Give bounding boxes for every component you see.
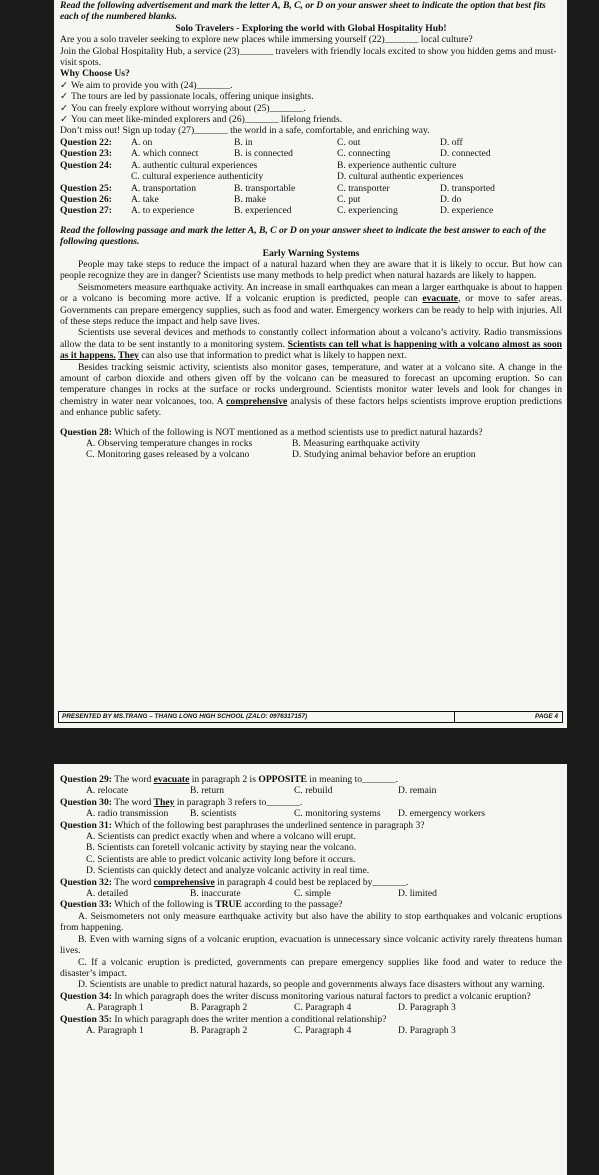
option-d[interactable]: D. Paragraph 3 [398,1002,456,1014]
question-25 [60,183,562,194]
option-b[interactable]: B. experienced [234,205,292,217]
underlined-word-comprehensive: comprehensive [226,395,288,407]
option-c[interactable]: C. transporter [337,182,390,194]
option-a[interactable]: A. on [131,136,153,148]
ad-paragraph-line1: Are you a solo traveler seeking to explore new places while immersing yourself (22)_______ local culture? [60,34,473,46]
option-d[interactable]: D. experience [440,205,494,217]
option-b[interactable]: B. make [234,193,266,205]
option-b[interactable]: B. scientists [190,808,237,820]
option-d[interactable]: D. limited [398,888,437,900]
question-33: Question 33: Which of the following is TRUE according to the passage? [60,899,343,911]
option-b[interactable]: B. inaccurate [190,888,241,900]
option-a[interactable]: A. take [131,193,159,205]
option-c[interactable]: C. cultural experience authenticity [131,171,264,183]
question-30: Question 30: The word They in paragraph 3 refers to_______. [60,796,303,808]
question-32-options [60,888,562,899]
question-30-options [60,808,562,819]
question-label: Question 23: [60,148,112,160]
option-b[interactable]: B. experience authentic culture [337,159,457,171]
option-d[interactable]: D. remain [398,785,437,797]
instructions-advertisement: Read the following advertisement and mark the letter A, B, C, or D on your answer sheet to indicate the option that best fits each of the numbered blanks. [60,0,546,23]
option-d[interactable]: D. Scientists can quickly detect and analyze volcanic activity in real time. [86,865,370,877]
option-a[interactable]: A. Paragraph 1 [86,1002,144,1014]
option-d[interactable]: D. off [440,136,463,148]
checkmark-icon: ✓ [60,102,69,114]
call-to-action: Don’t miss out! Sign up today (27)_______ the world in a safe, comfortable, and enriching way. [60,125,430,137]
option-d[interactable]: D. emergency workers [398,808,485,820]
option-c[interactable]: C. Paragraph 4 [294,1024,352,1036]
option-b[interactable]: B. Paragraph 2 [190,1002,248,1014]
option-b[interactable]: B. transportable [234,182,296,194]
passage-paragraph-2: Seismometers measure earthquake activity. An increase in small earthquakes can mean a larger earthquake is about to happen or a volcano is becoming more active. If a volcanic eruption is predicted, people can evacuate, or move to safer areas. Governments can prepare emergency supplies, such as food and water. Emergency workers can be ready to help with injuries. All of these steps reduce the impact and help save lives. [60,281,562,327]
question-35-options [60,1025,562,1036]
underlined-sentence: Scientists can tell what is happening with a volcano almost as soon as it happens. [60,338,562,362]
option-b[interactable]: B. Measuring earthquake activity [292,438,420,450]
worksheet-page-4 [54,0,567,728]
option-d[interactable]: D. Paragraph 3 [398,1024,456,1036]
page-footer [58,711,563,723]
option-c[interactable]: C. rebuild [294,785,333,797]
question-label: Question 25: [60,182,112,194]
option-c[interactable]: C. out [337,136,361,148]
option-a[interactable]: A. Seismometers not only measure earthquake activity but also have the ability to stop earthquakes and volcanic eruptions from happening. [60,910,562,934]
option-c[interactable]: C. Monitoring gases released by a volcano [86,449,250,461]
option-b[interactable]: B. Paragraph 2 [190,1024,248,1036]
question-34-options [60,1002,562,1013]
benefit-list [60,80,562,126]
option-c[interactable]: C. monitoring systems [294,808,381,820]
option-d[interactable]: D. do [440,193,462,205]
checkmark-icon: ✓ [60,114,69,126]
option-d[interactable]: D. Studying animal behavior before an eruption [292,449,476,461]
instructions-passage: Read the following passage and mark the letter A, B, C or D on your answer sheet to indicate the best answer to each of the following questions. [60,224,547,248]
question-28: Question 28: Which of the following is NOT mentioned as a method scientists use to predict natural hazards? [60,426,483,438]
option-b[interactable]: B. return [190,785,225,797]
option-a[interactable]: A. radio transmission [86,808,169,820]
worksheet-page-5 [54,764,567,1175]
option-a[interactable]: A. Paragraph 1 [86,1024,144,1036]
question-23 [60,148,562,159]
question-29: Question 29: The word evacuate in paragraph 2 is OPPOSITE in meaning to_______. [60,774,399,785]
question-29-options [60,785,562,796]
option-a[interactable]: A. authentic cultural experiences [131,159,258,171]
benefit-item: ✓ We aim to provide you with (24)_______. [60,79,233,91]
option-b[interactable]: B. is connected [234,148,293,160]
passage-title: Early Warning Systems [262,247,360,259]
question-label: Question 27: [60,205,112,217]
option-c[interactable]: C. put [337,193,361,205]
underlined-word-they: They [118,350,139,362]
question-34: Question 34: In which paragraph does the writer discuss monitoring various natural factors to predict a volcanic eruption? [60,990,531,1002]
option-b[interactable]: B. Scientists can foretell volcanic activity by staying near the volcano. [86,842,357,854]
passage-paragraph-1: People may take steps to reduce the impact of a natural hazard when they are aware that it is likely to occur. But how can people recognize they are in danger? Scientists use many methods to help predict when natural hazards are likely to happen. [60,258,562,282]
option-c[interactable]: C. Paragraph 4 [294,1002,352,1014]
option-d[interactable]: D. cultural authentic experiences [337,171,464,183]
benefit-item: ✓ You can meet like-minded explorers and (26)_______ lifelong friends. [60,114,343,126]
question-26 [60,194,562,205]
option-a[interactable]: A. relocate [86,785,129,797]
footer-credit: PRESENTED BY MS.TRANG – THANG LONG HIGH SCHOOL (ZALO: 0976317157) [62,713,308,720]
option-d[interactable]: D. Scientists are unable to predict natural hazards, so people and governments always face disasters without any warning. [78,979,545,991]
option-c[interactable]: C. simple [294,888,331,900]
question-label: Question 24: [60,159,112,171]
advertisement-title: Solo Travelers - Exploring the world with Global Hospitality Hub! [175,22,447,34]
question-label: Question 26: [60,193,112,205]
passage-paragraph-3: Scientists use several devices and methods to constantly collect information about a volcano’s activity. Radio transmissions allow the data to be sent instantly to a monitoring system. Scientists can tell what is happening with a volcano almost as soon as it happens. They can also use that information to predict what is likely to happen next. [60,327,562,362]
question-32: Question 32: The word comprehensive in paragraph 4 could best be replaced by_______. [60,876,409,888]
benefit-item: ✓ The tours are led by passionate locals, offering unique insights. [60,91,314,103]
option-a[interactable]: A. detailed [86,888,129,900]
option-b[interactable]: B. Even with warning signs of a volcanic eruption, evacuation is unnecessary since volcanic activity rarely threatens human lives. [60,933,562,957]
question-24 [60,160,562,171]
passage-paragraph-4: Besides tracking seismic activity, scientists also monitor gases, temperature, and water at a volcano site. A change in the amount of carbon dioxide and others given off by the volcano can be measured to forecast an upcoming eruption. So can temperature changes in rocks at the surface or rocks underground. Scientists monitor water levels and look for changes in chemistry in water near volcanoes, too. A comprehensive analysis of these factors helps scientists improve eruption predictions and enhance public safety. [60,361,562,419]
option-b[interactable]: B. in [234,136,253,148]
option-a[interactable]: A. transportation [131,182,197,194]
option-a[interactable]: A. to experience [131,205,195,217]
checkmark-icon: ✓ [60,91,69,103]
question-31: Question 31: Which of the following best paraphrases the underlined sentence in paragraph 3? [60,819,425,831]
option-c[interactable]: C. Scientists are able to predict volcanic activity long before it occurs. [86,853,356,865]
question-24-cont [60,171,562,182]
question-28-options-cd [60,449,562,460]
benefit-item: ✓ You can freely explore without worrying about (25)_______. [60,102,306,114]
question-22 [60,137,562,148]
ad-paragraph-line2: Join the Global Hospitality Hub, a service (23)_______ travelers with friendly locals excited to show you hidden gems and must-visit spots. [60,45,557,69]
question-27 [60,205,562,216]
page-number: PAGE 4 [454,712,562,722]
option-c[interactable]: C. experiencing [337,205,398,217]
question-label: Question 22: [60,136,112,148]
underlined-word-evacuate: evacuate [422,293,459,305]
option-a[interactable]: A. which connect [131,148,199,160]
option-a[interactable]: A. Scientists can predict exactly when and where a volcano will erupt. [86,831,356,843]
option-a[interactable]: A. Observing temperature changes in rocks [86,438,253,450]
question-28-options-ab [60,438,562,449]
why-choose-heading: Why Choose Us? [60,68,130,80]
option-c[interactable]: C. connecting [337,148,391,160]
option-d[interactable]: D. transported [440,182,495,194]
checkmark-icon: ✓ [60,79,69,91]
option-c[interactable]: C. If a volcanic eruption is predicted, governments can prepare emergency supplies like food and water to reduce the disaster’s impact. [60,956,562,979]
option-d[interactable]: D. connected [440,148,491,160]
question-35: Question 35: In which paragraph does the writer mention a conditional relationship? [60,1013,387,1025]
